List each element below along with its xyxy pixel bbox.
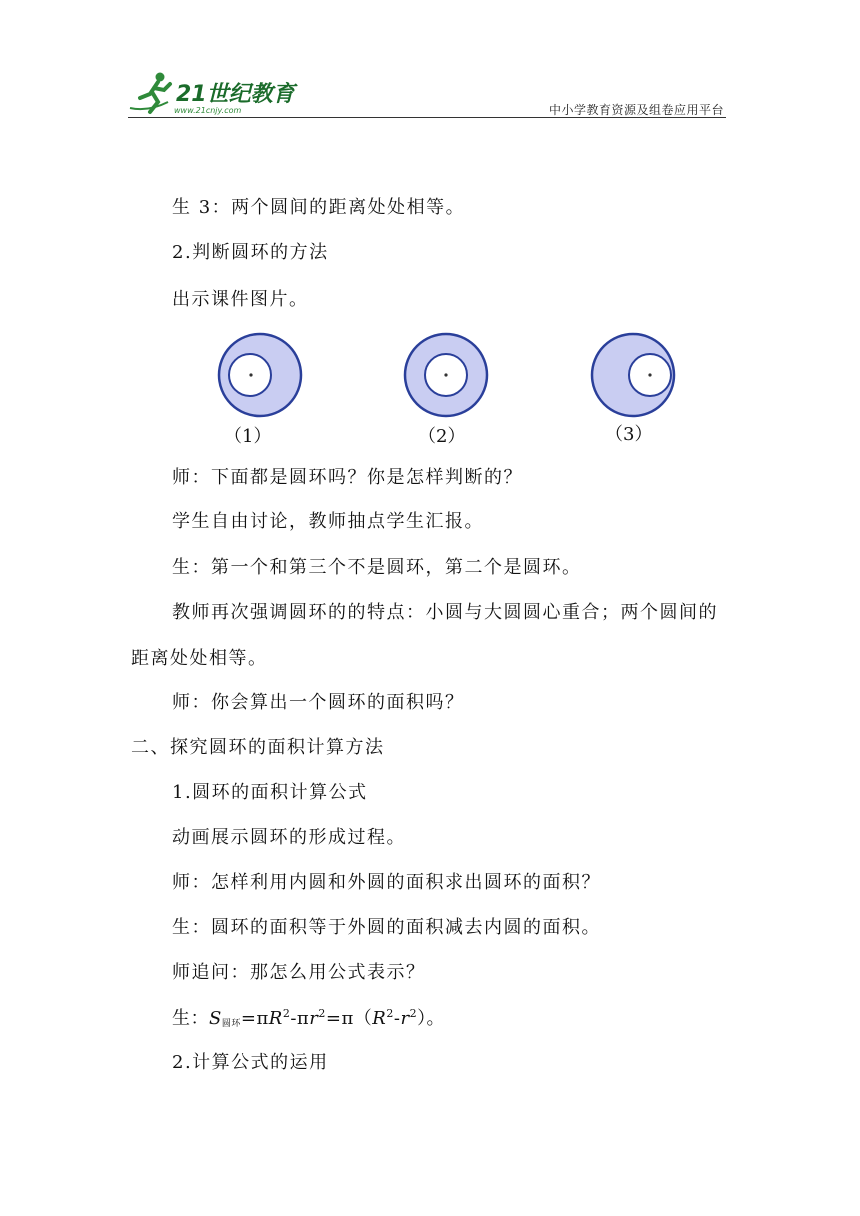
paragraph: 出示课件图片。	[172, 289, 309, 310]
svg-text:21世纪教育: 21世纪教育	[176, 82, 295, 107]
figure-caption-2: （2）	[418, 426, 466, 447]
paragraph: 生：第一个和第三个不是圆环，第二个是圆环。	[172, 557, 582, 578]
figure-2	[405, 334, 487, 416]
section-heading: 2.计算公式的运用	[172, 1052, 329, 1073]
paragraph: 生 3：两个圆间的距离处处相等。	[172, 197, 466, 218]
paragraph: 教师再次强调圆环的的特点：小圆与大圆圆心重合；两个圆间的	[172, 602, 718, 623]
paragraph: 师：你会算出一个圆环的面积吗？	[172, 692, 465, 713]
paragraph: 距离处处相等。	[131, 648, 268, 669]
annulus-figures	[200, 330, 690, 448]
page-header	[128, 68, 726, 120]
figure-3	[592, 334, 674, 416]
paragraph: 师：下面都是圆环吗？你是怎样判断的？	[172, 467, 523, 488]
svg-text:www.21cnjy.com: www.21cnjy.com	[174, 106, 242, 115]
section-heading: 二、探究圆环的面积计算方法	[131, 737, 385, 758]
paragraph: 生：圆环的面积等于外圆的面积减去内圆的面积。	[172, 917, 601, 938]
paragraph: 动画展示圆环的形成过程。	[172, 827, 406, 848]
runner-icon	[130, 73, 170, 113]
figure-caption-1: （1）	[224, 426, 272, 447]
paragraph: 学生自由讨论，教师抽点学生汇报。	[172, 511, 484, 532]
platform-name: 中小学教育资源及组卷应用平台	[548, 103, 724, 117]
figure-1	[219, 334, 301, 416]
circles-drawing	[200, 330, 690, 420]
figure-caption-3: （3）	[605, 424, 653, 445]
section-heading: 2.判断圆环的方法	[172, 242, 329, 263]
paragraph: 师追问：那怎么用公式表示？	[172, 962, 426, 983]
site-logo	[128, 68, 298, 118]
paragraph: 师：怎样利用内圆和外圆的面积求出圆环的面积？	[172, 872, 601, 893]
header-divider	[128, 117, 726, 118]
area-formula: 生：$S_{圆环}=\pi R^2-\pi r^2=\pi(R^2-r^2)$。	[172, 1007, 446, 1029]
section-heading: 1.圆环的面积计算公式	[172, 782, 368, 803]
